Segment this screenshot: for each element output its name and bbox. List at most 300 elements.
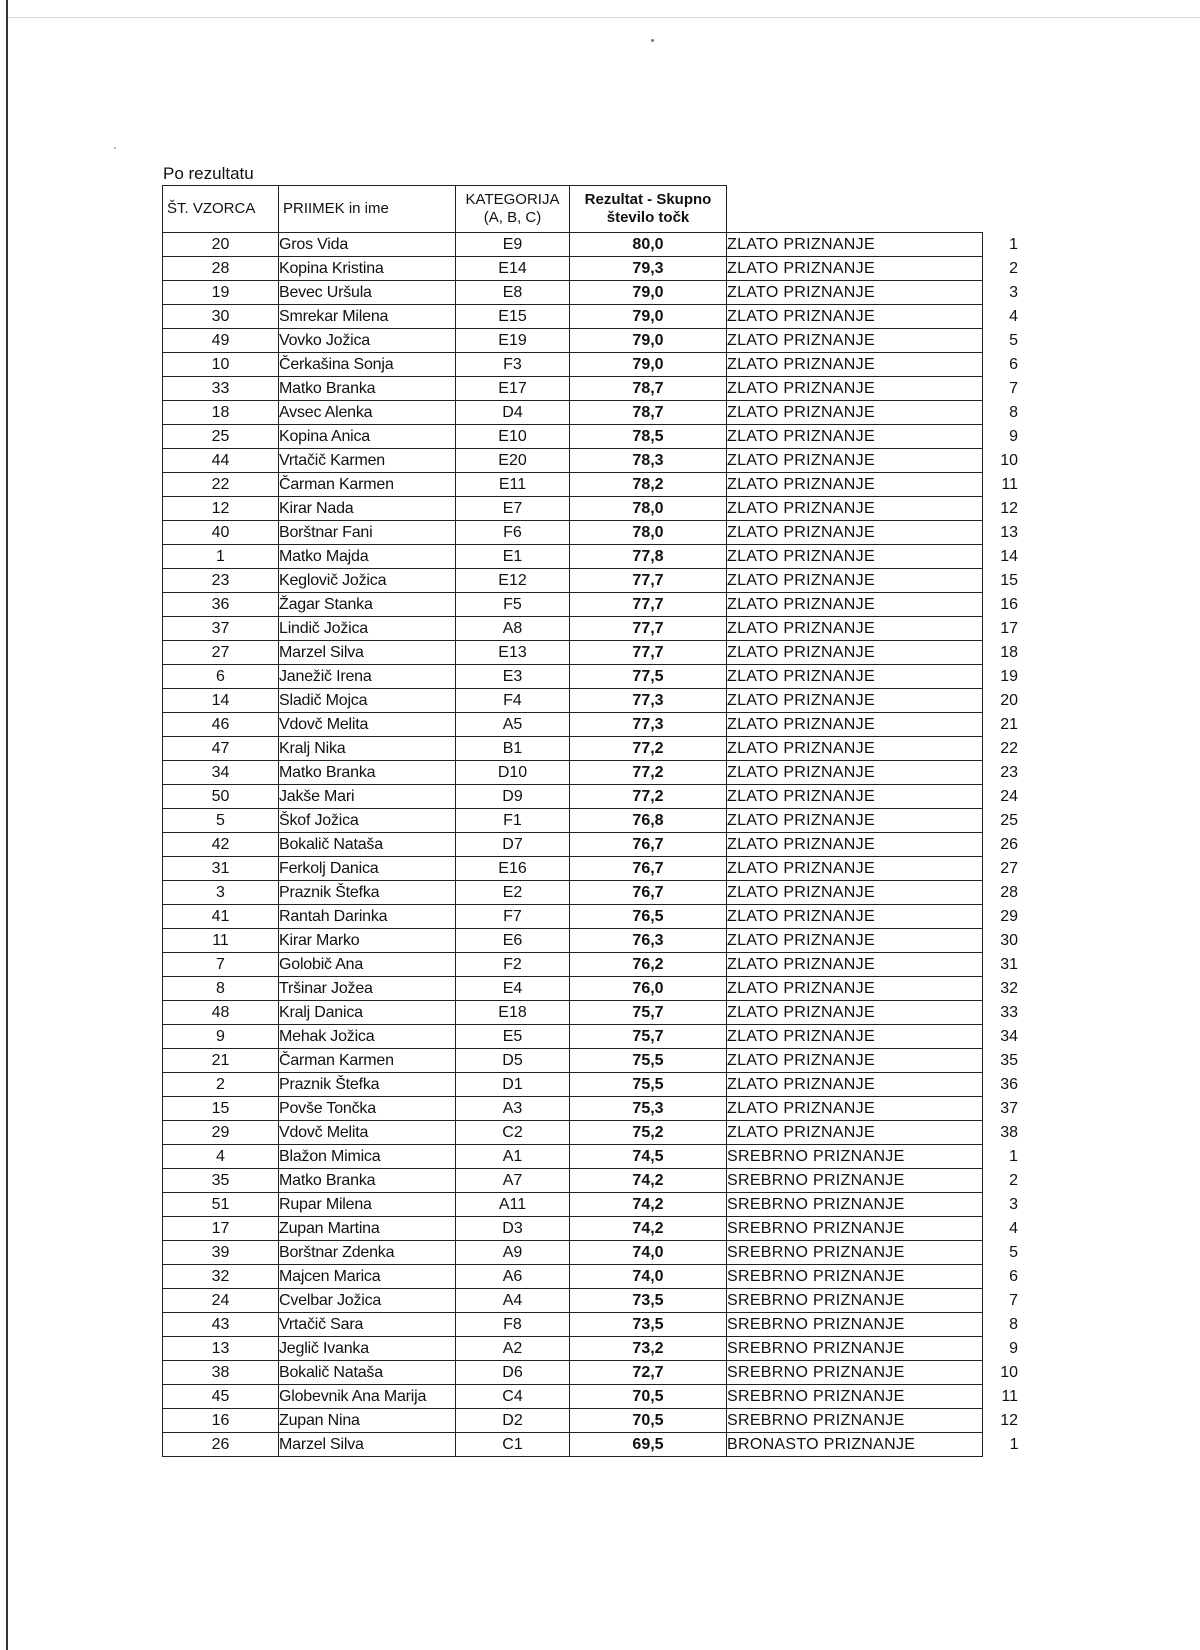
table-row xyxy=(163,233,1019,257)
award-rank: 32 xyxy=(1000,979,1018,997)
award-rank: 33 xyxy=(1000,1003,1018,1021)
table-row xyxy=(163,1241,1019,1265)
award-rank: 37 xyxy=(1000,1099,1018,1117)
award-rank: 18 xyxy=(1000,643,1018,661)
award-label: ZLATO PRIZNANJE xyxy=(727,833,983,857)
category-code: D5 xyxy=(456,1049,570,1073)
award-label: ZLATO PRIZNANJE xyxy=(727,497,983,521)
column-header-score-line2: število točk xyxy=(606,209,690,226)
award-label: SREBRNO PRIZNANJE xyxy=(727,1193,983,1217)
total-score: 75,5 xyxy=(570,1049,727,1073)
total-score: 74,0 xyxy=(570,1265,727,1289)
award-label: ZLATO PRIZNANJE xyxy=(727,737,983,761)
category-code: F6 xyxy=(456,521,570,545)
category-code: F1 xyxy=(456,809,570,833)
award-rank: 11 xyxy=(1001,1387,1018,1405)
sample-number: 40 xyxy=(163,521,279,545)
award-rank: 1 xyxy=(1009,1147,1018,1165)
table-row xyxy=(163,809,1019,833)
sample-number: 23 xyxy=(163,569,279,593)
award-rank: 12 xyxy=(1000,1411,1018,1429)
column-header-category-line1: KATEGORIJA xyxy=(465,191,560,208)
results-table xyxy=(162,185,1019,1457)
total-score: 77,7 xyxy=(570,569,727,593)
category-code: D2 xyxy=(456,1409,570,1433)
sample-number: 50 xyxy=(163,785,279,809)
entrant-name: Matko Branka xyxy=(279,761,456,785)
entrant-name: Tršinar Jožea xyxy=(279,977,456,1001)
award-rank: 13 xyxy=(1000,523,1018,541)
entrant-name: Matko Branka xyxy=(279,1169,456,1193)
sample-number: 39 xyxy=(163,1241,279,1265)
entrant-name: Ferkolj Danica xyxy=(279,857,456,881)
table-row xyxy=(163,1409,1019,1433)
award-rank: 1 xyxy=(1009,235,1018,253)
total-score: 77,7 xyxy=(570,641,727,665)
award-rank: 23 xyxy=(1000,763,1018,781)
total-score: 79,0 xyxy=(570,353,727,377)
category-code: F2 xyxy=(456,953,570,977)
category-code: E2 xyxy=(456,881,570,905)
award-rank: 2 xyxy=(1009,1171,1018,1189)
table-row xyxy=(163,401,1019,425)
category-code: A11 xyxy=(456,1193,570,1217)
sample-number: 37 xyxy=(163,617,279,641)
award-rank: 25 xyxy=(1000,811,1018,829)
total-score: 76,0 xyxy=(570,977,727,1001)
sample-number: 44 xyxy=(163,449,279,473)
category-code: E19 xyxy=(456,329,570,353)
table-row xyxy=(163,833,1019,857)
entrant-name: Bokalič Nataša xyxy=(279,1361,456,1385)
table-row xyxy=(163,569,1019,593)
entrant-name: Praznik Štefka xyxy=(279,1073,456,1097)
column-header-award-empty xyxy=(727,186,983,233)
award-rank: 7 xyxy=(1009,379,1018,397)
column-header-category-line2: (A, B, C) xyxy=(483,209,542,226)
award-rank: 9 xyxy=(1009,427,1018,445)
total-score: 78,5 xyxy=(570,425,727,449)
table-row xyxy=(163,1337,1019,1361)
entrant-name: Kralj Danica xyxy=(279,1001,456,1025)
entrant-name: Čerkašina Sonja xyxy=(279,353,456,377)
column-header-score xyxy=(570,186,727,233)
sample-number: 13 xyxy=(163,1337,279,1361)
award-rank: 3 xyxy=(1009,1195,1018,1213)
table-row xyxy=(163,1385,1019,1409)
total-score: 77,2 xyxy=(570,761,727,785)
category-code: A2 xyxy=(456,1337,570,1361)
award-label: ZLATO PRIZNANJE xyxy=(727,377,983,401)
table-row xyxy=(163,713,1019,737)
sample-number: 41 xyxy=(163,905,279,929)
table-row xyxy=(163,1433,1019,1457)
table-row xyxy=(163,1097,1019,1121)
award-rank: 30 xyxy=(1000,931,1018,949)
award-label: ZLATO PRIZNANJE xyxy=(727,929,983,953)
sample-number: 47 xyxy=(163,737,279,761)
category-code: A6 xyxy=(456,1265,570,1289)
sample-number: 18 xyxy=(163,401,279,425)
sample-number: 38 xyxy=(163,1361,279,1385)
award-rank: 26 xyxy=(1000,835,1018,853)
results-body xyxy=(163,233,1019,1457)
award-label: SREBRNO PRIZNANJE xyxy=(727,1241,983,1265)
total-score: 77,5 xyxy=(570,665,727,689)
award-rank: 8 xyxy=(1009,1315,1018,1333)
category-code: E15 xyxy=(456,305,570,329)
sample-number: 27 xyxy=(163,641,279,665)
category-code: D10 xyxy=(456,761,570,785)
sample-number: 20 xyxy=(163,233,279,257)
award-rank: 6 xyxy=(1009,355,1018,373)
total-score: 72,7 xyxy=(570,1361,727,1385)
sample-number: 43 xyxy=(163,1313,279,1337)
entrant-name: Globevnik Ana Marija xyxy=(279,1385,456,1409)
entrant-name: Smrekar Milena xyxy=(279,305,456,329)
entrant-name: Cvelbar Jožica xyxy=(279,1289,456,1313)
category-code: E4 xyxy=(456,977,570,1001)
table-row xyxy=(163,425,1019,449)
page-heading: Po rezultatu xyxy=(163,164,254,183)
award-rank: 1 xyxy=(1009,1435,1019,1453)
award-rank: 15 xyxy=(1000,571,1018,589)
award-label: ZLATO PRIZNANJE xyxy=(727,305,983,329)
sample-number: 32 xyxy=(163,1265,279,1289)
sample-number: 35 xyxy=(163,1169,279,1193)
sample-number: 22 xyxy=(163,473,279,497)
table-row xyxy=(163,593,1019,617)
category-code: F3 xyxy=(456,353,570,377)
category-code: E3 xyxy=(456,665,570,689)
category-code: E20 xyxy=(456,449,570,473)
award-rank: 22 xyxy=(1000,739,1018,757)
sample-number: 8 xyxy=(163,977,279,1001)
category-code: A4 xyxy=(456,1289,570,1313)
entrant-name: Vrtačič Karmen xyxy=(279,449,456,473)
entrant-name: Janežič Irena xyxy=(279,665,456,689)
total-score: 79,0 xyxy=(570,305,727,329)
column-header-sample: ŠT. VZORCA xyxy=(163,186,279,233)
total-score: 75,2 xyxy=(570,1121,727,1145)
column-header-name: PRIIMEK in ime xyxy=(279,186,456,233)
category-code: D1 xyxy=(456,1073,570,1097)
entrant-name: Gros Vida xyxy=(279,233,456,257)
award-label: ZLATO PRIZNANJE xyxy=(727,1097,983,1121)
category-code: A8 xyxy=(456,617,570,641)
sample-number: 30 xyxy=(163,305,279,329)
category-code: E13 xyxy=(456,641,570,665)
sample-number: 28 xyxy=(163,257,279,281)
table-row xyxy=(163,1193,1019,1217)
award-label: ZLATO PRIZNANJE xyxy=(727,641,983,665)
award-label: ZLATO PRIZNANJE xyxy=(727,353,983,377)
total-score: 74,5 xyxy=(570,1145,727,1169)
table-row xyxy=(163,785,1019,809)
award-label: BRONASTO PRIZNANJE xyxy=(727,1433,983,1457)
table-row xyxy=(163,257,1019,281)
table-row xyxy=(163,761,1019,785)
total-score: 73,2 xyxy=(570,1337,727,1361)
table-row xyxy=(163,497,1019,521)
entrant-name: Vovko Jožica xyxy=(279,329,456,353)
category-code: C2 xyxy=(456,1121,570,1145)
total-score: 75,7 xyxy=(570,1025,727,1049)
award-label: ZLATO PRIZNANJE xyxy=(727,977,983,1001)
category-code: E9 xyxy=(456,233,570,257)
table-row xyxy=(163,617,1019,641)
column-header-category xyxy=(456,186,570,233)
sample-number: 26 xyxy=(163,1433,279,1457)
entrant-name: Kirar Marko xyxy=(279,929,456,953)
sample-number: 12 xyxy=(163,497,279,521)
scan-edge-left xyxy=(6,0,8,1650)
table-row xyxy=(163,521,1019,545)
sample-number: 2 xyxy=(163,1073,279,1097)
entrant-name: Majcen Marica xyxy=(279,1265,456,1289)
total-score: 78,0 xyxy=(570,521,727,545)
total-score: 74,0 xyxy=(570,1241,727,1265)
entrant-name: Matko Majda xyxy=(279,545,456,569)
award-label: SREBRNO PRIZNANJE xyxy=(727,1265,983,1289)
entrant-name: Rupar Milena xyxy=(279,1193,456,1217)
sample-number: 5 xyxy=(163,809,279,833)
category-code: F5 xyxy=(456,593,570,617)
total-score: 77,3 xyxy=(570,689,727,713)
award-rank: 11 xyxy=(1001,475,1018,493)
sample-number: 24 xyxy=(163,1289,279,1313)
total-score: 77,2 xyxy=(570,785,727,809)
award-rank: 28 xyxy=(1000,883,1018,901)
category-code: C4 xyxy=(456,1385,570,1409)
entrant-name: Marzel Silva xyxy=(279,1433,456,1457)
award-label: SREBRNO PRIZNANJE xyxy=(727,1313,983,1337)
sample-number: 21 xyxy=(163,1049,279,1073)
award-rank: 12 xyxy=(1000,499,1018,517)
award-rank: 2 xyxy=(1009,259,1018,277)
sample-number: 15 xyxy=(163,1097,279,1121)
entrant-name: Čarman Karmen xyxy=(279,1049,456,1073)
sample-number: 42 xyxy=(163,833,279,857)
table-row xyxy=(163,857,1019,881)
header-row xyxy=(163,186,1019,233)
entrant-name: Vdovč Melita xyxy=(279,1121,456,1145)
table-row xyxy=(163,1289,1019,1313)
award-rank: 14 xyxy=(1000,547,1018,565)
total-score: 70,5 xyxy=(570,1409,727,1433)
sample-number: 51 xyxy=(163,1193,279,1217)
entrant-name: Borštnar Zdenka xyxy=(279,1241,456,1265)
category-code: E11 xyxy=(456,473,570,497)
award-label: SREBRNO PRIZNANJE xyxy=(727,1361,983,1385)
table-row xyxy=(163,1049,1019,1073)
award-rank: 19 xyxy=(1000,667,1018,685)
entrant-name: Lindič Jožica xyxy=(279,617,456,641)
award-label: SREBRNO PRIZNANJE xyxy=(727,1385,983,1409)
entrant-name: Čarman Karmen xyxy=(279,473,456,497)
award-rank: 3 xyxy=(1009,283,1018,301)
total-score: 74,2 xyxy=(570,1217,727,1241)
total-score: 76,7 xyxy=(570,833,727,857)
entrant-name: Bevec Uršula xyxy=(279,281,456,305)
award-label: ZLATO PRIZNANJE xyxy=(727,593,983,617)
total-score: 70,5 xyxy=(570,1385,727,1409)
award-label: ZLATO PRIZNANJE xyxy=(727,1025,983,1049)
entrant-name: Kralj Nika xyxy=(279,737,456,761)
award-label: ZLATO PRIZNANJE xyxy=(727,665,983,689)
total-score: 77,7 xyxy=(570,593,727,617)
entrant-name: Marzel Silva xyxy=(279,641,456,665)
award-rank: 16 xyxy=(1000,595,1018,613)
table-row xyxy=(163,1001,1019,1025)
total-score: 78,7 xyxy=(570,377,727,401)
award-rank: 7 xyxy=(1009,1291,1018,1309)
table-row xyxy=(163,1073,1019,1097)
award-label: ZLATO PRIZNANJE xyxy=(727,233,983,257)
entrant-name: Povše Tončka xyxy=(279,1097,456,1121)
entrant-name: Sladič Mojca xyxy=(279,689,456,713)
entrant-name: Jeglič Ivanka xyxy=(279,1337,456,1361)
award-label: SREBRNO PRIZNANJE xyxy=(727,1409,983,1433)
total-score: 75,3 xyxy=(570,1097,727,1121)
category-code: E1 xyxy=(456,545,570,569)
award-label: SREBRNO PRIZNANJE xyxy=(727,1337,983,1361)
total-score: 76,8 xyxy=(570,809,727,833)
entrant-name: Keglovič Jožica xyxy=(279,569,456,593)
total-score: 80,0 xyxy=(570,233,727,257)
award-label: ZLATO PRIZNANJE xyxy=(727,1049,983,1073)
column-header-score-line1: Rezultat - Skupno xyxy=(584,191,712,208)
award-label: ZLATO PRIZNANJE xyxy=(727,881,983,905)
sample-number: 29 xyxy=(163,1121,279,1145)
sample-number: 31 xyxy=(163,857,279,881)
category-code: D4 xyxy=(456,401,570,425)
sample-number: 34 xyxy=(163,761,279,785)
category-code: E18 xyxy=(456,1001,570,1025)
entrant-name: Žagar Stanka xyxy=(279,593,456,617)
award-rank: 21 xyxy=(1000,715,1018,733)
award-label: ZLATO PRIZNANJE xyxy=(727,401,983,425)
category-code: E10 xyxy=(456,425,570,449)
category-code: A5 xyxy=(456,713,570,737)
sample-number: 46 xyxy=(163,713,279,737)
sample-number: 16 xyxy=(163,1409,279,1433)
sample-number: 9 xyxy=(163,1025,279,1049)
category-code: E5 xyxy=(456,1025,570,1049)
total-score: 78,0 xyxy=(570,497,727,521)
award-rank: 4 xyxy=(1009,307,1018,325)
category-code: A7 xyxy=(456,1169,570,1193)
category-code: D9 xyxy=(456,785,570,809)
award-label: ZLATO PRIZNANJE xyxy=(727,857,983,881)
award-rank: 9 xyxy=(1009,1339,1018,1357)
table-row xyxy=(163,689,1019,713)
table-row xyxy=(163,377,1019,401)
award-label: ZLATO PRIZNANJE xyxy=(727,569,983,593)
entrant-name: Zupan Nina xyxy=(279,1409,456,1433)
award-label: ZLATO PRIZNANJE xyxy=(727,545,983,569)
award-label: ZLATO PRIZNANJE xyxy=(727,905,983,929)
award-rank: 6 xyxy=(1009,1267,1018,1285)
total-score: 79,3 xyxy=(570,257,727,281)
table-row xyxy=(163,329,1019,353)
total-score: 77,7 xyxy=(570,617,727,641)
entrant-name: Bokalič Nataša xyxy=(279,833,456,857)
award-rank: 35 xyxy=(1000,1051,1018,1069)
table-row xyxy=(163,353,1019,377)
table-row xyxy=(163,641,1019,665)
total-score: 79,0 xyxy=(570,281,727,305)
total-score: 69,5 xyxy=(570,1433,727,1457)
entrant-name: Jakše Mari xyxy=(279,785,456,809)
category-code: C1 xyxy=(456,1433,570,1457)
table-row xyxy=(163,953,1019,977)
table-row xyxy=(163,1361,1019,1385)
award-rank: 34 xyxy=(1000,1027,1018,1045)
category-code: F7 xyxy=(456,905,570,929)
award-rank: 4 xyxy=(1009,1219,1018,1237)
entrant-name: Praznik Štefka xyxy=(279,881,456,905)
total-score: 78,7 xyxy=(570,401,727,425)
award-label: ZLATO PRIZNANJE xyxy=(727,809,983,833)
table-row xyxy=(163,545,1019,569)
award-rank: 8 xyxy=(1009,403,1018,421)
scan-speck xyxy=(114,147,116,149)
award-rank: 36 xyxy=(1000,1075,1018,1093)
sample-number: 36 xyxy=(163,593,279,617)
total-score: 78,3 xyxy=(570,449,727,473)
award-label: ZLATO PRIZNANJE xyxy=(727,761,983,785)
category-code: B1 xyxy=(456,737,570,761)
category-code: E12 xyxy=(456,569,570,593)
sample-number: 49 xyxy=(163,329,279,353)
total-score: 77,3 xyxy=(570,713,727,737)
total-score: 76,2 xyxy=(570,953,727,977)
sample-number: 45 xyxy=(163,1385,279,1409)
category-code: E8 xyxy=(456,281,570,305)
award-label: SREBRNO PRIZNANJE xyxy=(727,1145,983,1169)
award-rank: 10 xyxy=(1000,1363,1018,1381)
table-row xyxy=(163,1025,1019,1049)
total-score: 76,7 xyxy=(570,881,727,905)
table-row xyxy=(163,1145,1019,1169)
category-code: D7 xyxy=(456,833,570,857)
award-rank: 20 xyxy=(1000,691,1018,709)
table-row xyxy=(163,1217,1019,1241)
table-row xyxy=(163,473,1019,497)
sample-number: 4 xyxy=(163,1145,279,1169)
sample-number: 11 xyxy=(163,929,279,953)
award-label: ZLATO PRIZNANJE xyxy=(727,473,983,497)
award-label: ZLATO PRIZNANJE xyxy=(727,617,983,641)
entrant-name: Zupan Martina xyxy=(279,1217,456,1241)
sample-number: 7 xyxy=(163,953,279,977)
award-label: ZLATO PRIZNANJE xyxy=(727,329,983,353)
total-score: 76,3 xyxy=(570,929,727,953)
award-rank: 24 xyxy=(1000,787,1018,805)
category-code: A3 xyxy=(456,1097,570,1121)
sample-number: 48 xyxy=(163,1001,279,1025)
award-label: ZLATO PRIZNANJE xyxy=(727,1073,983,1097)
sample-number: 19 xyxy=(163,281,279,305)
entrant-name: Kopina Anica xyxy=(279,425,456,449)
table-row xyxy=(163,1169,1019,1193)
total-score: 73,5 xyxy=(570,1313,727,1337)
entrant-name: Vrtačič Sara xyxy=(279,1313,456,1337)
table-row xyxy=(163,977,1019,1001)
award-label: ZLATO PRIZNANJE xyxy=(727,785,983,809)
sample-number: 14 xyxy=(163,689,279,713)
